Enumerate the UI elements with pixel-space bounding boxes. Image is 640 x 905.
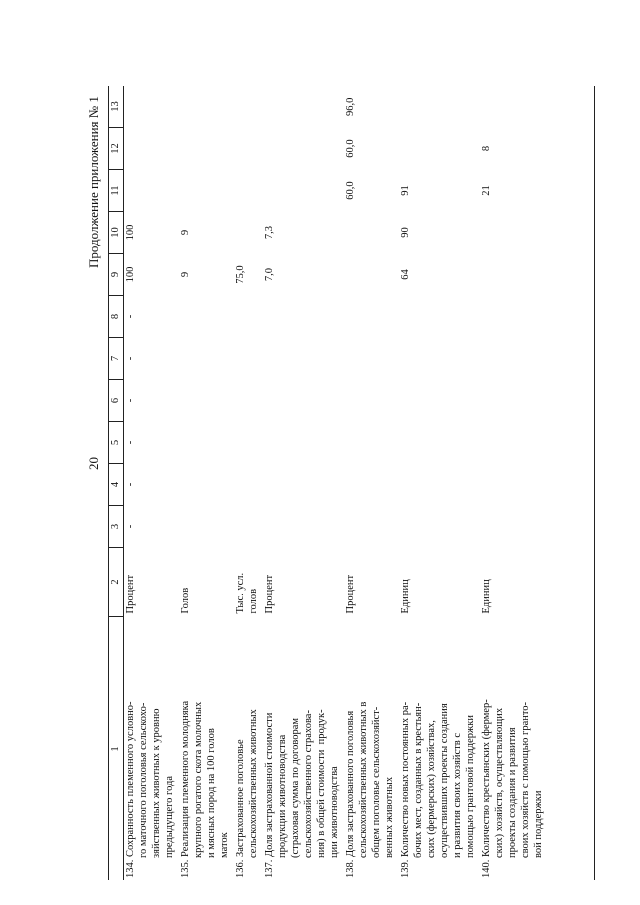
row-unit: Тыс. усл. голов — [235, 572, 259, 614]
row-value: - — [125, 398, 136, 403]
row-label-line: общем поголовье сельскохозяйст- — [371, 706, 382, 858]
row-value — [480, 341, 548, 377]
row-value — [399, 131, 480, 167]
row-value: 75,0 — [235, 265, 246, 284]
row-value: - — [125, 314, 136, 319]
row-label-line: 135. Реализация племенного молодняка — [180, 700, 191, 878]
row-label-line: сельскохозяйственных животных — [248, 709, 259, 858]
row-value: 8 — [481, 145, 492, 152]
column-header: 13 — [109, 86, 124, 128]
indicator-table — [108, 86, 595, 880]
column-header: 1 — [109, 617, 124, 881]
column-header: 7 — [109, 338, 124, 380]
row-value — [234, 341, 263, 377]
row-label-line: ских) хозяйств, осуществляющих — [494, 707, 505, 858]
row-value — [344, 383, 399, 419]
row-value — [179, 89, 234, 125]
row-label-line: маток — [219, 832, 230, 858]
row-value — [399, 383, 480, 419]
row-label — [124, 620, 179, 879]
row-value — [480, 215, 548, 251]
row-value: 90 — [400, 227, 411, 238]
row-label-line: и развития своих хозяйств с — [452, 732, 463, 858]
row-value — [344, 299, 399, 335]
row-value — [344, 257, 399, 293]
column-header: 9 — [109, 254, 124, 296]
value-column — [124, 254, 595, 296]
column-header: 5 — [109, 422, 124, 464]
value-column — [124, 128, 595, 170]
table-header-row — [109, 86, 124, 880]
row-label-line: 139. Количество новых постоянных ра- — [400, 701, 411, 878]
row-value: 21 — [481, 185, 492, 196]
row-value — [480, 89, 548, 125]
column-header: 8 — [109, 296, 124, 338]
row-label-line: 140. Количество крестьянских (фермер- — [481, 699, 492, 878]
row-label — [399, 620, 480, 879]
row-label — [344, 620, 399, 879]
row-value — [234, 215, 263, 251]
row-label-line: сельскохозяйственных животных в — [358, 701, 369, 858]
row-value — [234, 173, 263, 209]
row-label-line: ния) в общей стоимости продук- — [316, 709, 327, 858]
row-value — [234, 89, 263, 125]
row-value — [344, 509, 399, 545]
row-value — [344, 215, 399, 251]
row-unit: Процент — [264, 574, 275, 614]
row-value — [263, 467, 344, 503]
row-value — [124, 131, 179, 167]
row-label-line: сельскохозяйственного страхова- — [303, 710, 314, 858]
row-value — [263, 299, 344, 335]
row-value — [263, 509, 344, 545]
row-unit: Единиц — [400, 579, 411, 614]
row-label-line: 134. Сохранность племенного условно- — [125, 701, 136, 878]
row-value — [344, 341, 399, 377]
row-value — [480, 383, 548, 419]
row-value: - — [125, 440, 136, 445]
column-header: 4 — [109, 464, 124, 506]
row-value — [234, 425, 263, 461]
row-label-line: предыдущего года — [164, 775, 175, 858]
row-value — [179, 467, 234, 503]
unit-column — [124, 548, 595, 617]
row-value — [480, 299, 548, 335]
row-label-line: (страховая сумма по договорам — [290, 717, 301, 858]
row-value — [480, 467, 548, 503]
continuation-note: Продолжение приложения № 1 — [86, 96, 101, 268]
value-column — [124, 422, 595, 464]
value-column — [124, 170, 595, 212]
row-label-line: вой поддержки — [533, 790, 544, 858]
row-value — [263, 131, 344, 167]
row-value — [179, 425, 234, 461]
row-label-line: венных животных — [384, 776, 395, 858]
row-label-line: и мясных пород на 100 голов — [206, 728, 217, 858]
row-value: 7,0 — [264, 267, 275, 282]
row-value — [179, 383, 234, 419]
column-header: 10 — [109, 212, 124, 254]
table-body — [124, 86, 595, 880]
row-value — [399, 467, 480, 503]
row-unit: Процент — [345, 574, 356, 614]
row-value — [234, 131, 263, 167]
row-label-line: 138. Доля застрахованного поголовья — [345, 710, 356, 878]
row-value — [399, 509, 480, 545]
row-value — [179, 131, 234, 167]
column-header: 12 — [109, 128, 124, 170]
row-value: 64 — [400, 269, 411, 280]
row-value: 60,0 — [345, 181, 356, 200]
row-label-line: бочих мест, созданных в крестьян- — [413, 702, 424, 858]
value-column — [124, 464, 595, 506]
row-value: 60,0 — [345, 139, 356, 158]
row-value: - — [125, 482, 136, 487]
row-label-line: зяйственных животных к уровню — [151, 708, 162, 858]
row-label-line: проекты создания и развития — [507, 727, 518, 858]
row-value — [480, 509, 548, 545]
row-value — [344, 425, 399, 461]
row-label — [179, 620, 234, 879]
row-value — [179, 173, 234, 209]
column-header: 11 — [109, 170, 124, 212]
row-label — [234, 620, 263, 879]
row-value — [263, 89, 344, 125]
row-value: 9 — [180, 229, 191, 236]
row-label — [480, 620, 548, 879]
row-value — [399, 89, 480, 125]
row-value — [263, 425, 344, 461]
row-value — [263, 383, 344, 419]
row-value: 91 — [400, 185, 411, 196]
value-column — [124, 296, 595, 338]
row-value: 96,0 — [345, 97, 356, 116]
value-column — [124, 86, 595, 128]
row-value — [399, 299, 480, 335]
row-label-line: продукции животноводства — [277, 734, 288, 858]
row-value — [234, 299, 263, 335]
value-column — [124, 506, 595, 548]
row-value — [263, 173, 344, 209]
row-unit: Процент — [125, 574, 136, 614]
column-header: 3 — [109, 506, 124, 548]
row-value — [399, 425, 480, 461]
row-value — [234, 383, 263, 419]
row-value — [124, 89, 179, 125]
row-label-line: своих хозяйств с помощью гранто- — [520, 701, 531, 858]
row-value: 7,3 — [264, 225, 275, 240]
row-value — [480, 425, 548, 461]
row-value — [179, 341, 234, 377]
row-value: 100 — [125, 266, 136, 283]
row-value — [124, 173, 179, 209]
page-number: 20 — [86, 457, 101, 470]
row-label-line: 137. Доля застрахованной стоимости — [264, 712, 275, 878]
rotated-content — [80, 40, 640, 880]
column-header: 6 — [109, 380, 124, 422]
label-column — [124, 617, 595, 881]
row-value — [344, 467, 399, 503]
row-value: - — [125, 524, 136, 529]
value-column — [124, 338, 595, 380]
row-label-line: 136. Застрахованное поголовье — [235, 739, 246, 878]
row-value — [399, 341, 480, 377]
row-value — [179, 509, 234, 545]
row-value — [234, 467, 263, 503]
row-value: 100 — [125, 224, 136, 241]
value-column — [124, 212, 595, 254]
column-header: 2 — [109, 548, 124, 617]
row-value — [234, 509, 263, 545]
row-label-line: ских (фермерских) хозяйствах, — [426, 720, 437, 858]
row-label-line: осуществивших проекты создания — [439, 703, 450, 858]
row-unit: Голов — [180, 587, 191, 614]
row-label-line: го маточного поголовья сельскохо- — [138, 702, 149, 858]
row-value — [480, 257, 548, 293]
row-value — [179, 299, 234, 335]
row-label-line: ции животноводства — [329, 766, 340, 858]
row-label-line: помощью грантовой поддержки — [465, 715, 476, 858]
row-value — [263, 341, 344, 377]
row-unit: Единиц — [481, 579, 492, 614]
value-column — [124, 380, 595, 422]
row-label-line: крупного рогатого скота молочных — [193, 701, 204, 858]
row-value: - — [125, 356, 136, 361]
row-value: 9 — [180, 271, 191, 278]
row-label — [263, 620, 344, 879]
